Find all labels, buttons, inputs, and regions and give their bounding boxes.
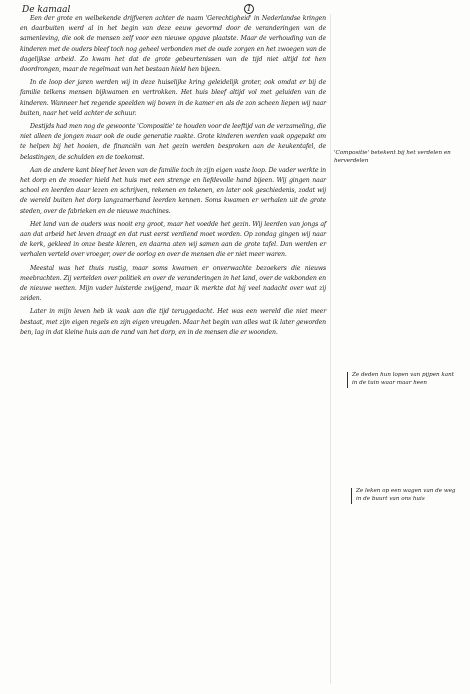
margin-note: 'Compositie' betekent bij het verdelen en herverdelen — [334, 150, 451, 164]
handwritten-body — [20, 14, 326, 341]
margin-note: Ze deden hun lopen van pijpen kant in de tuin waar maar heen — [352, 372, 454, 386]
margin-bracket — [351, 488, 352, 504]
page-number: 1 — [244, 4, 254, 14]
paragraph: Destijds had men nog de gewoonte 'Compositie' te houden voor de leeftijd van de verzameling, die niet alleen de jongen maar ook de oude generatie raakte. Grote kinderen werden vaak opgepakt om te helpen bij het hooien, de financiën van het gezin werden besproken aan de keukentafel, de belastingen, de schulden en de toekomst. — [20, 123, 326, 161]
margin-rule — [330, 14, 331, 684]
paragraph: In de loop der jaren werden wij in deze huiselijke kring geleidelijk groter, ook omdat er bij de familie telkens mensen bijkwamen en vertrokken. Het huis bleef altijd vol met geluiden van de kinderen. Wanneer het regende speelden wij boven in de kamer en als de zon scheen liepen wij naar buiten, naar het veld achter de schuur. — [20, 79, 326, 117]
margin-bracket — [347, 372, 348, 388]
paragraph: Meestal was het thuis rustig, maar soms kwamen er onverwachte bezoekers die nieuws meebrachten. Zij vertelden over politiek en over de veranderingen in het land, over de vakbonden en de nieuwe wetten. Mijn vader luisterde zwijgend, maar ik merkte dat hij veel nadacht over wat zij zeiden. — [20, 264, 326, 303]
margin-note: Ze leken op een wagen van de weg in de buurt van ons huis — [356, 488, 456, 502]
paragraph: Het land van de ouders was nooit erg groot, maar het voedde het gezin. Wij leerden van jongs af aan dat arbeid het leven draagt en dat rust eerst verdiend moet worden. Op zondag gingen wij naar de kerk, gekleed in onze beste kleren, en daarna aten wij samen aan de grote tafel. Dan werden er verhalen verteld over vroeger, over de oorlog en over de mensen die er niet meer waren. — [20, 220, 326, 259]
paragraph: Later in mijn leven heb ik vaak aan die tijd teruggedacht. Het was een wereld die niet meer bestaat, met zijn eigen regels en zijn eigen vreugden. Maar het begin van alles wat ik later geworden ben, lag in dat kleine huis aan de rand van het dorp, en in de mensen die er woonden. — [20, 308, 326, 336]
paragraph: Een der grote en welbekende drijfveren achter de naam 'Gerechtigheid' in Nederlandse kringen en daarbuiten werd al in het begin van deze eeuw gevormd door de veranderingen van de samenleving, die ook de mensen zelf voor een nieuwe opgave plaatste. Maar de verhouding van de kinderen met de ouders bleef toch nog geheel verbonden met de oude zorgen en het zwoegen van de dagelijkse arbeid. Zo kwam het dat de grote gebeurtenissen van de tijd niet altijd tot hen doordrongen, maar de regelmaat van het bestaan hield hen bijeen. — [20, 15, 326, 74]
paragraph: Aan de andere kant bleef het leven van de familie toch in zijn eigen vaste loop. De vader werkte in het dorp en de moeder hield het huis met een strenge en liefdevolle hand bijeen. Wij gingen naar school en leerden daar lezen en schrijven, rekenen en tekenen, en later ook geschiedenis, zodat wij de wereld buiten het dorp langzamerhand leerden kennen. Soms kwamen er verhalen uit de grote steden, over de fabrieken en de nieuwe machines. — [20, 166, 326, 215]
document-title: De kamaal — [22, 5, 71, 15]
